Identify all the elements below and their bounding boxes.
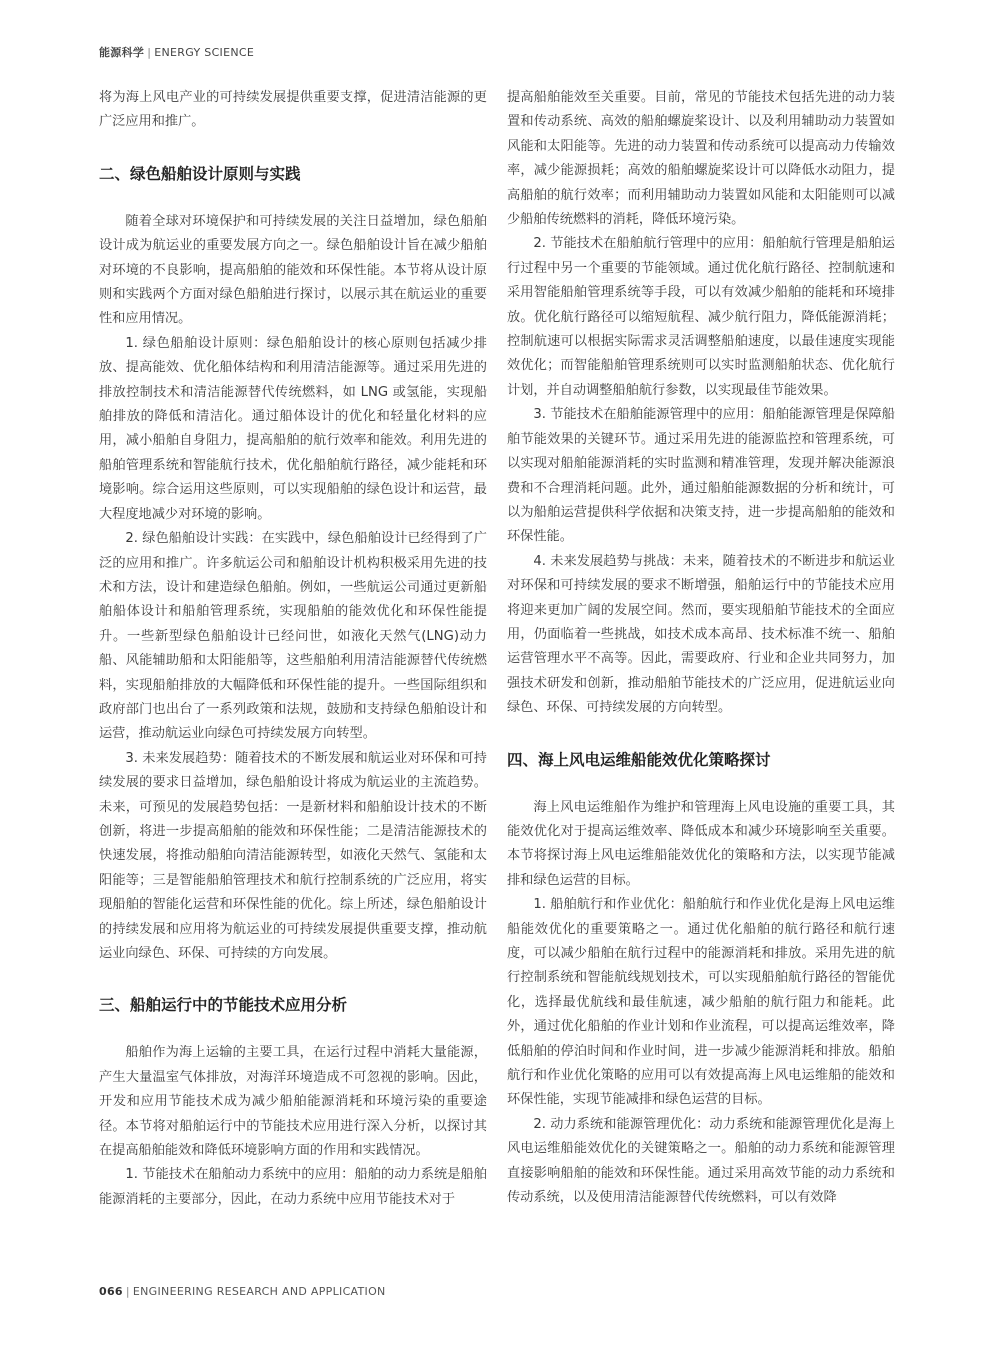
intro-paragraph: 将为海上风电产业的可持续发展提供重要支撑，促进清洁能源的更广泛应用和推广。	[99, 90, 487, 130]
section-4-paragraph: 海上风电运维船作为维护和管理海上风电设施的重要工具，其能效优化对于提高运维效率、降低成本和减少环境影响至关重要。本节将探讨海上风电运维船能效优化的策略和方法，以实现节能减排和绿色运营的目标。	[507, 799, 895, 888]
section-3-paragraph: 1. 节能技术在船舶动力系统中的应用：船舶的动力系统是船舶能源消耗的主要部分，因此，在动力系统中应用节能技术对于	[99, 1167, 487, 1207]
section-3-paragraph: 3. 节能技术在船舶能源管理中的应用：船舶能源管理是保障船舶节能效果的关键环节。通过采用先进的能源监控和管理系统，可以实现对船舶能源消耗的实时监测和精准管理，发现并解决能源浪费和不合理消耗问题。此外，通过船舶能源数据的分析和统计，可以为船舶运营提供科学依据和决策支持，进一步提高船舶的能效和环保性能。	[507, 407, 895, 545]
journal-name-cn: 能源科学	[99, 46, 145, 59]
section-4-paragraph: 1. 船舶航行和作业优化：船舶航行和作业优化是海上风电运维船能效优化的重要策略之一。通过优化船舶的航行路径和航行速度，可以减少船舶在航行过程中的能源消耗和排放。采用先进的航行控制系统和智能航线规划技术，可以实现船舶航行路径的智能优化，选择最优航线和最佳航速，减少船舶的航行阻力和能耗。此外，通过优化船舶的作业计划和作业流程，可以提高运维效率，降低船舶的停泊时间和作业时间，进一步减少能源消耗和排放。船舶航行和作业优化策略的应用可以有效提高海上风电运维船的能效和环保性能，实现节能减排和绿色运营的目标。	[507, 897, 895, 1108]
running-footer	[99, 1285, 386, 1298]
footer-separator: |	[125, 1285, 130, 1298]
section-2-heading: 二、绿色船舶设计原则与实践	[99, 164, 301, 183]
section-3-paragraph: 2. 节能技术在船舶航行管理中的应用：船舶航行管理是船舶运行过程中另一个重要的节能领域。通过优化航行路径、控制航速和采用智能船舶管理系统等手段，可以有效减少船舶的能耗和环境排放。优化航行路径可以缩短航程、减少航行阻力，降低能源消耗；控制航速可以根据实际需求灵活调整船舶速度，以最佳速度实现能效优化；而智能船舶管理系统则可以实时监测船舶状态、优化航行计划，并自动调整船舶航行参数，以实现最佳节能效果。	[507, 236, 895, 398]
section-4-paragraph: 2. 动力系统和能源管理优化：动力系统和能源管理优化是海上风电运维船能效优化的关键策略之一。船舶的动力系统和能源管理直接影响船舶的能效和环保性能。通过采用高效节能的动力系统和传动系统，以及使用清洁能源替代传统燃料，可以有效降	[507, 1116, 895, 1206]
running-header	[99, 44, 254, 60]
section-2-paragraph: 3. 未来发展趋势：随着技术的不断发展和航运业对环保和可持续发展的要求日益增加，绿色船舶设计将成为航运业的主流趋势。未来，可预见的发展趋势包括：一是新材料和船舶设计技术的不断创新，将进一步提高船舶的能效和环保性能；二是清洁能源技术的快速发展，将推动船舶向清洁能源转型，如液化天然气、氢能和太阳能等；三是智能船舶管理技术和航行控制系统的广泛应用，将实现船舶的智能化运营和环保性能的优化。综上所述，绿色船舶设计的持续发展和应用将为航运业的可持续发展提供重要支撑，推动航运业向绿色、环保、可持续的方向发展。	[99, 750, 487, 961]
section-2-paragraph: 1. 绿色船舶设计原则：绿色船舶设计的核心原则包括减少排放、提高能效、优化船体结构和利用清洁能源等。通过采用先进的排放控制技术和清洁能源替代传统燃料，如 LNG 或氢能，实现船舶排放的降低和清洁化。通过船体设计的优化和轻量化材料的应用，减小船舶自身阻力，提高船舶的航行效率和能效。利用先进的船舶管理系统和智能航行技术，优化船舶航行路径，减少能耗和环境影响。综合运用这些原则，可以实现船舶的绿色设计和运营，最大程度地减少对环境的影响。	[99, 335, 487, 522]
section-2-paragraph: 2. 绿色船舶设计实践：在实践中，绿色船舶设计已经得到了广泛的应用和推广。许多航运公司和船舶设计机构积极采用先进的技术和方法，设计和建造绿色船舶。例如，一些航运公司通过更新船舶船体设计和船舶管理系统，实现船舶的能效优化和环保性能提升。一些新型绿色船舶设计已经问世，如液化天然气(LNG)动力船、风能辅助船和太阳能船等，这些船舶利用清洁能源替代传统燃料，实现船舶排放的大幅降低和环保性能的提升。一些国际组织和政府部门也出台了一系列政策和法规，鼓励和支持绿色船舶设计和运营，推动航运业向绿色可持续发展方向转型。	[99, 531, 487, 742]
left-column	[99, 86, 487, 1212]
right-column	[507, 86, 895, 1210]
page-number: 066	[99, 1285, 123, 1298]
header-separator: |	[147, 46, 152, 59]
journal-name-en: ENERGY SCIENCE	[154, 46, 255, 59]
section-3-paragraph: 船舶作为海上运输的主要工具，在运行过程中消耗大量能源，产生大量温室气体排放，对海洋环境造成不可忽视的影响。因此，开发和应用节能技术成为减少船舶能源消耗和环境污染的重要途径。本节将对船舶运行中的节能技术应用进行深入分析，以探讨其在提高船舶能效和降低环境影响方面的作用和实践情况。	[99, 1045, 487, 1159]
section-3-paragraph: 4. 未来发展趋势与挑战：未来，随着技术的不断进步和航运业对环保和可持续发展的要求不断增强，船舶运行中的节能技术应用将迎来更加广阔的发展空间。然而，要实现船舶节能技术的全面应用，仍面临着一些挑战，如技术成本高昂、技术标准不统一、船舶运营管理水平不高等。因此，需要政府、行业和企业共同努力，加强技术研发和创新，推动船舶节能技术的广泛应用，促进航运业向绿色、环保、可持续发展的方向转型。	[507, 553, 895, 716]
section-3-heading: 三、船舶运行中的节能技术应用分析	[99, 996, 348, 1015]
section-2-paragraph: 随着全球对环境保护和可持续发展的关注日益增加，绿色船舶设计成为航运业的重要发展方向之一。绿色船舶设计旨在减少船舶对环境的不良影响，提高船舶的能效和环保性能。本节将从设计原则和实践两个方面对绿色船舶进行探讨，以展示其在航运业的重要性和应用情况。	[99, 213, 487, 327]
section-3-continued-paragraph: 提高船舶能效至关重要。目前，常见的节能技术包括先进的动力装置和传动系统、高效的船舶螺旋桨设计、以及利用辅助动力装置如风能和太阳能等。先进的动力装置和传动系统可以提高动力传输效率，减少能源损耗；高效的船舶螺旋桨设计可以降低水动阻力，提高船舶的航行效率；而利用辅助动力装置如风能和太阳能则可以减少船舶传统燃料的消耗，降低环境污染。	[507, 90, 895, 228]
section-4-heading: 四、海上风电运维船能效优化策略探讨	[507, 750, 771, 769]
footer-journal-name: ENGINEERING RESEARCH AND APPLICATION	[132, 1285, 386, 1298]
